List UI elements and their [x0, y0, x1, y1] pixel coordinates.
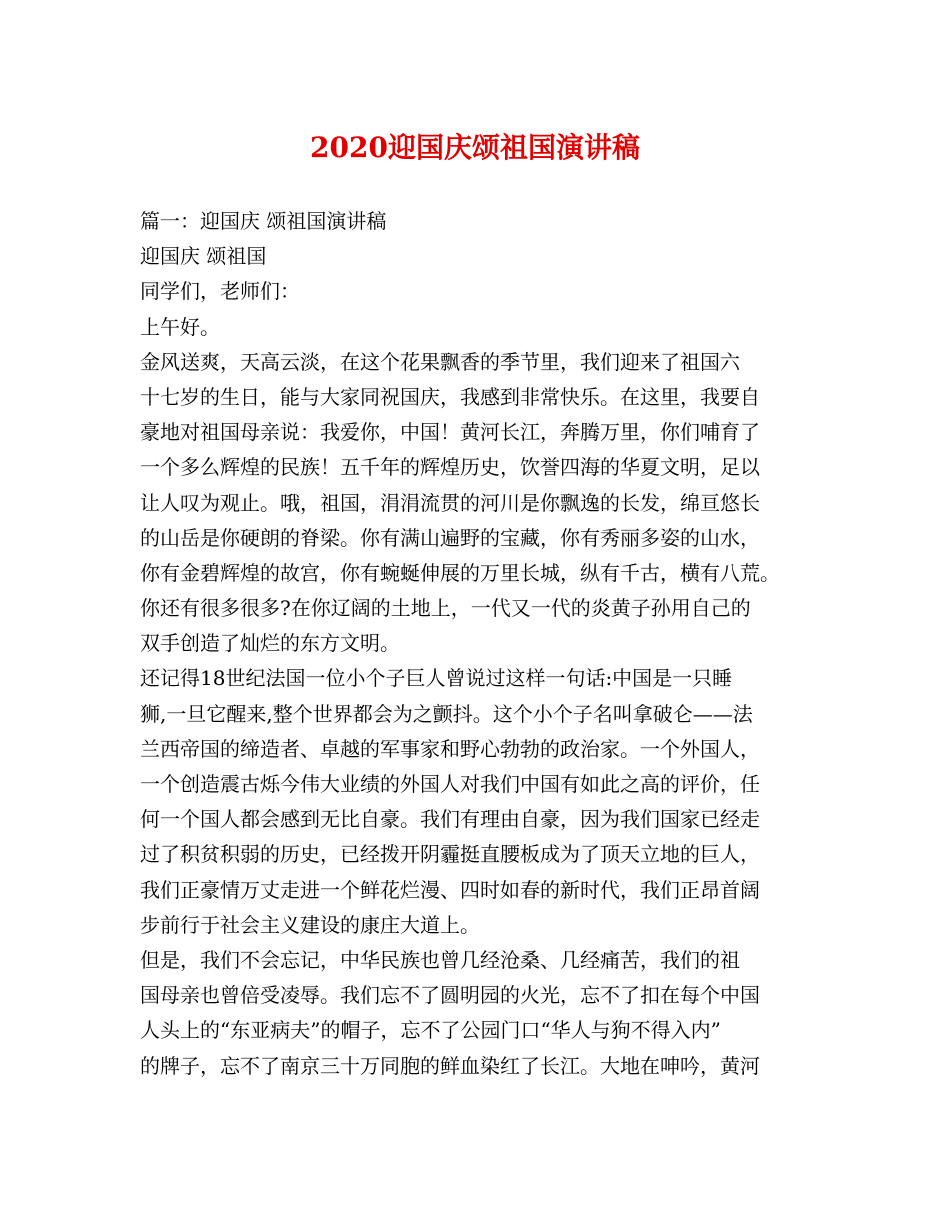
document-title: 2020迎国庆颂祖国演讲稿	[310, 131, 640, 164]
text-line: 同学们，老师们：	[140, 279, 300, 304]
text-line: 金风送爽，天高云淡，在这个花果飘香的季节里，我们迎来了祖国六	[140, 349, 740, 374]
text-line: 双手创造了灿烂的东方文明。	[140, 631, 400, 656]
text-line: 的牌子，忘不了南京三十万同胞的鲜血染红了长江。大地在呻吟，黄河	[140, 1053, 760, 1078]
text-line: 让人叹为观止。哦，祖国，涓涓流贯的河川是你飘逸的长发，绵亘悠长	[140, 490, 760, 515]
text-line: 一个创造震古烁今伟大业绩的外国人对我们中国有如此之高的评价，任	[140, 772, 760, 796]
text-line: 你有金碧辉煌的故宫，你有蜿蜒伸展的万里长城，纵有千古，横有八荒。	[140, 560, 780, 585]
text-line: 国母亲也曾倍受凌辱。我们忘不了圆明园的火光，忘不了扣在每个中国	[140, 983, 760, 1008]
text-line: 我们正豪情万丈走进一个鲜花烂漫、四时如春的新时代，我们正昂首阔	[140, 877, 760, 902]
text-line: 十七岁的生日，能与大家同祝国庆，我感到非常快乐。在这里，我要自	[140, 384, 760, 409]
text-line: 人头上的“东亚病夫”的帽子，忘不了公园门口“华人与狗不得入内”	[140, 1018, 721, 1043]
text-line: 你还有很多很多?在你辽阔的土地上，一代又一代的炎黄子孙用自己的	[140, 596, 751, 621]
text-line: 篇一：迎国庆 颂祖国演讲稿	[140, 209, 387, 233]
text-line: 何一个国人都会感到无比自豪。我们有理由自豪，因为我们国家已经走	[140, 807, 760, 832]
text-line: 还记得18世纪法国一位小个子巨人曾说过这样一句话:中国是一只睡	[140, 666, 733, 691]
text-line: 上午好。	[140, 314, 220, 339]
text-line: 步前行于社会主义建设的康庄大道上。	[140, 912, 480, 937]
text-line: 但是，我们不会忘记，中华民族也曾几经沧桑、几经痛苦，我们的祖	[140, 947, 740, 972]
document-body	[140, 204, 830, 1084]
text-line: 迎国庆 颂祖国	[140, 244, 267, 269]
text-line: 一个多么辉煌的民族！五千年的辉煌历史，饮誉四海的华夏文明，足以	[140, 455, 760, 480]
text-line: 狮,一旦它醒来,整个世界都会为之颤抖。这个小个子名叫拿破仑——法	[140, 701, 753, 726]
text-line: 过了积贫积弱的历史，已经拨开阴霾挺直腰板成为了顶天立地的巨人，	[140, 842, 760, 867]
text-line: 的山岳是你硬朗的脊梁。你有满山遍野的宝藏，你有秀丽多姿的山水，	[140, 525, 760, 550]
text-line: 兰西帝国的缔造者、卓越的军事家和野心勃勃的政治家。一个外国人，	[140, 736, 760, 761]
text-line: 豪地对祖国母亲说：我爱你，中国！黄河长江，奔腾万里，你们哺育了	[140, 420, 760, 445]
